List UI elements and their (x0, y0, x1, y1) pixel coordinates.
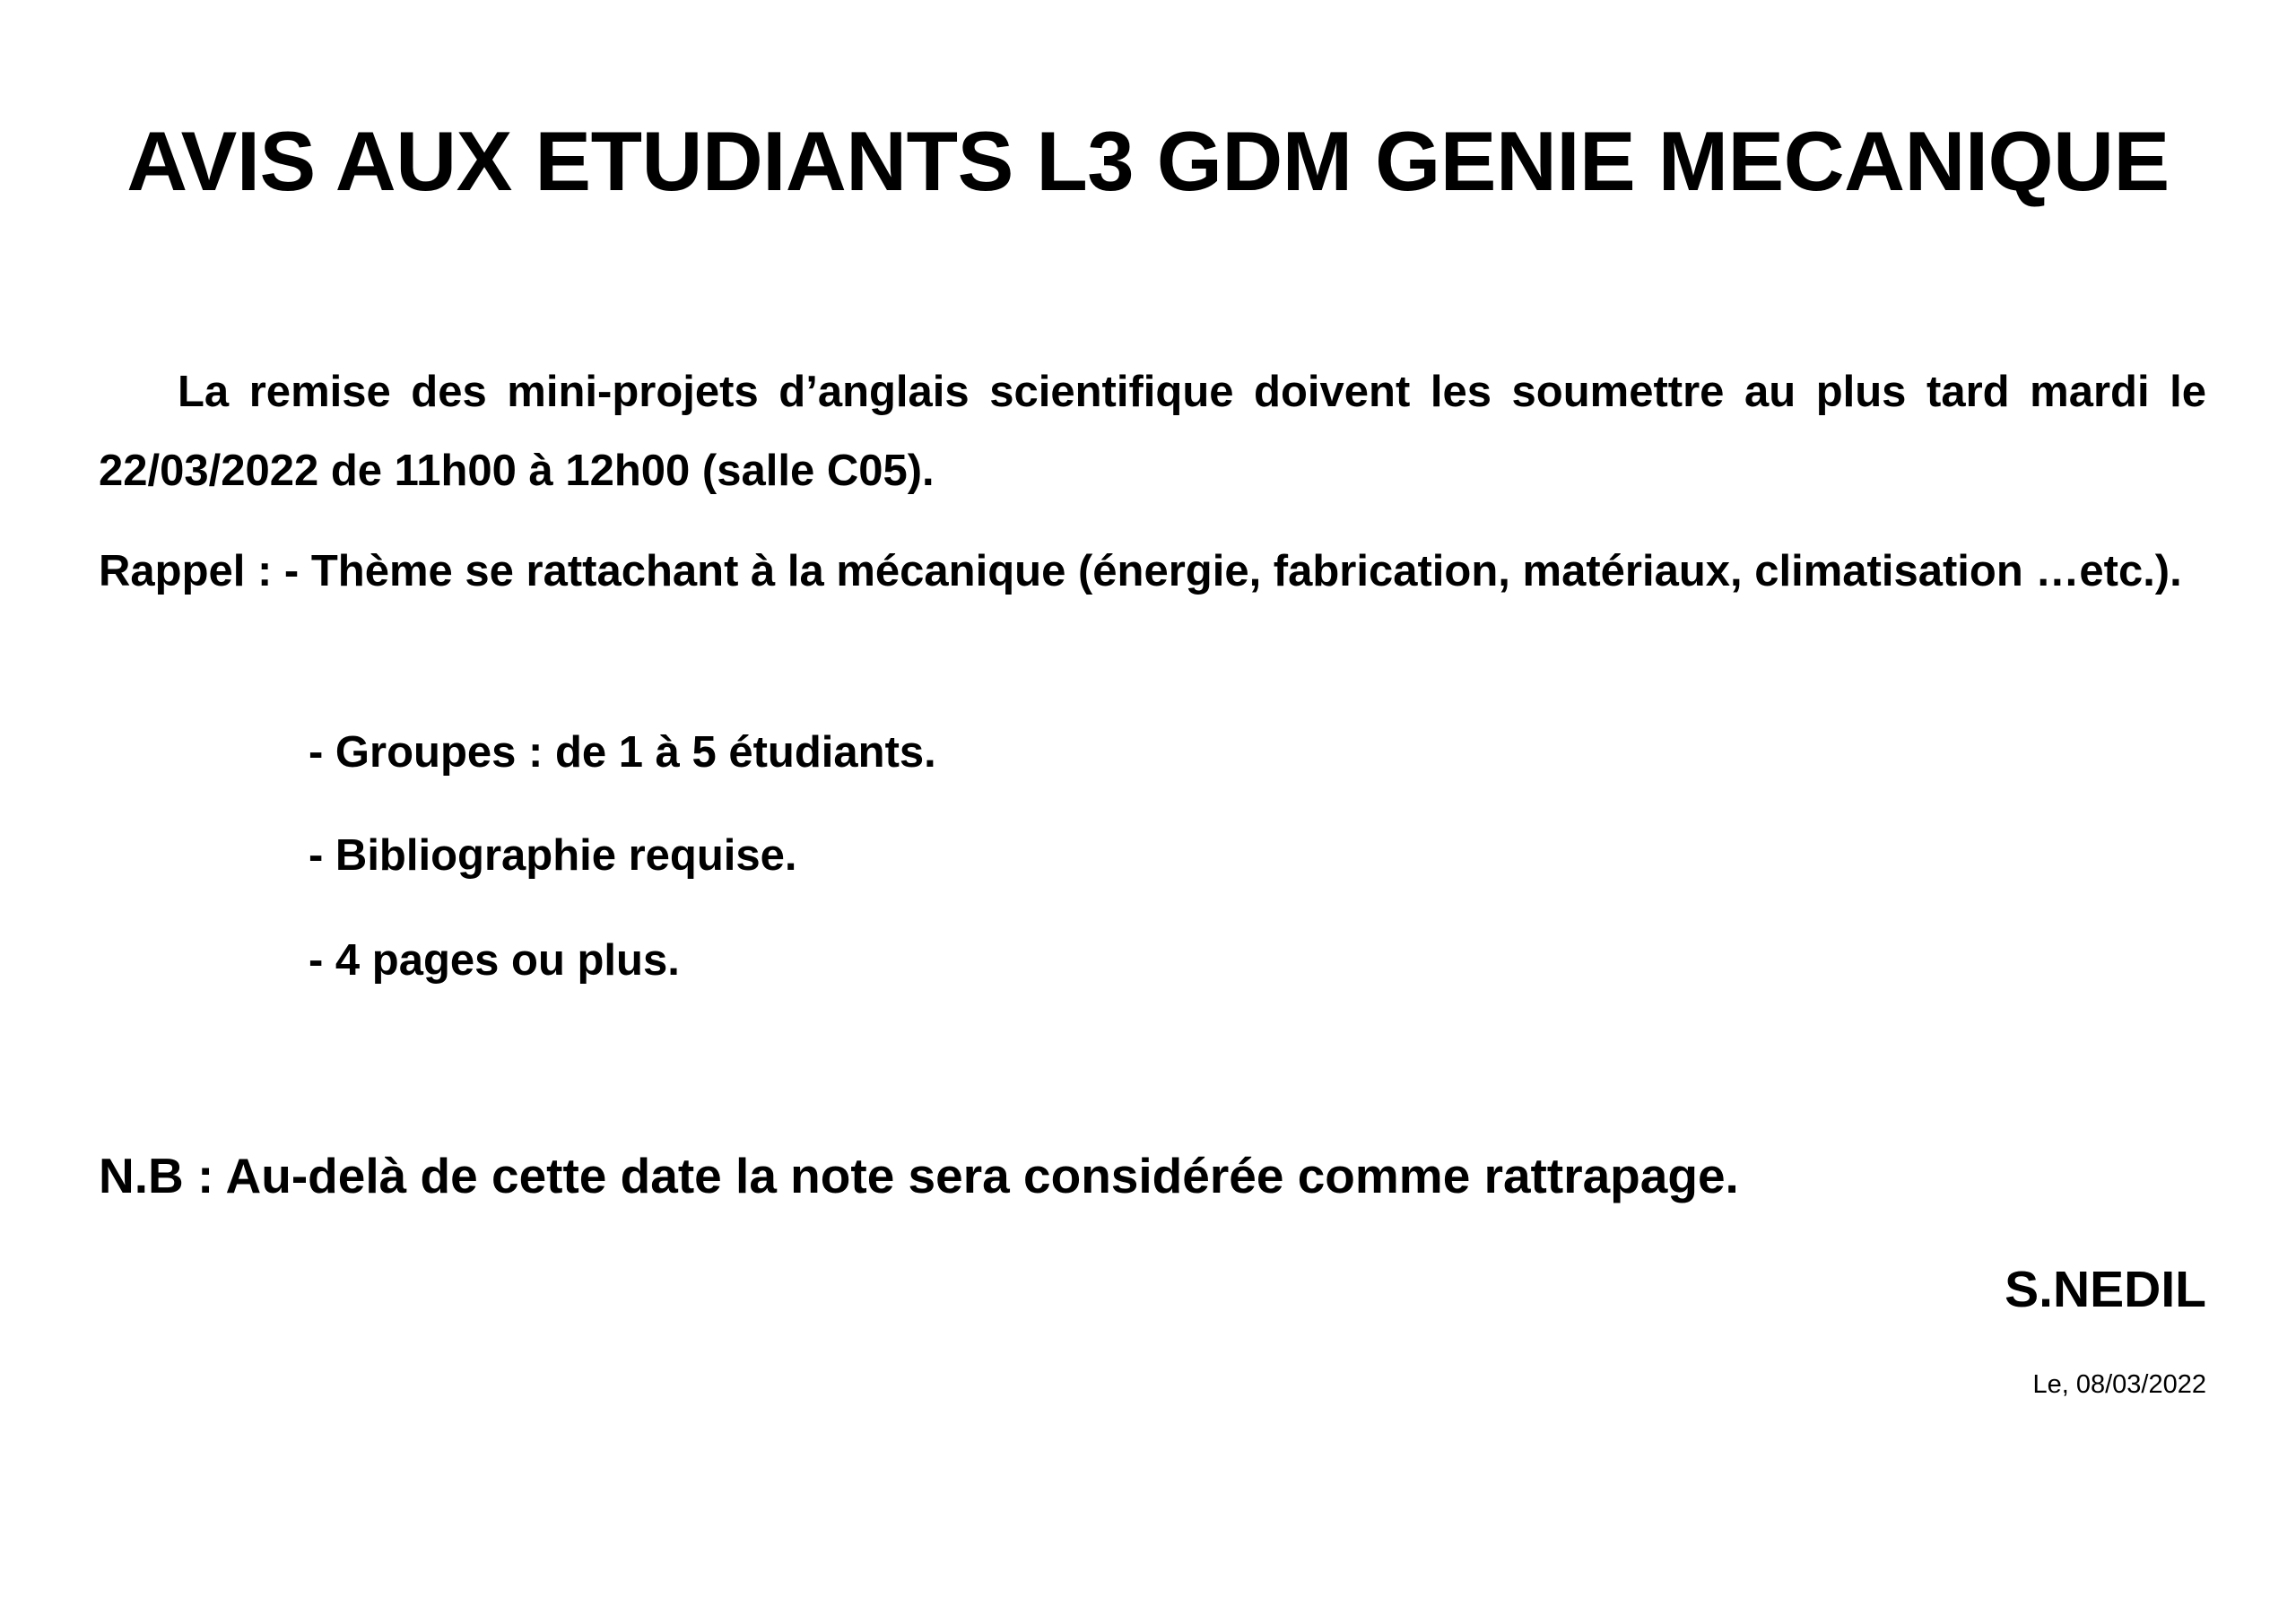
page-title: AVIS AUX ETUDIANTS L3 GDM GENIE MECANIQUE (126, 114, 2170, 208)
note-text: N.B : Au-delà de cette date la note sera considérée comme rattrapage. (99, 1148, 1739, 1203)
bullet-groups: - Groupes : de 1 à 5 étudiants. (309, 728, 936, 777)
signature: S.NEDIL (2005, 1261, 2206, 1318)
document-date: Le, 08/03/2022 (2032, 1370, 2206, 1399)
reminder-paragraph: Rappel : - Thème se rattachant à la mécanique (énergie, fabrication, matériaux, climatisation …etc.). (99, 547, 2182, 595)
submission-paragraph: La remise des mini-projets d’anglais scientifique doivent les soumettre au plus tard mardi le 22/03/2022 de 11h00 à 12h00 (salle C05). (99, 368, 2206, 495)
bullet-bibliography: - Bibliographie requise. (309, 831, 797, 880)
bullet-pages: - 4 pages ou plus. (309, 936, 680, 985)
